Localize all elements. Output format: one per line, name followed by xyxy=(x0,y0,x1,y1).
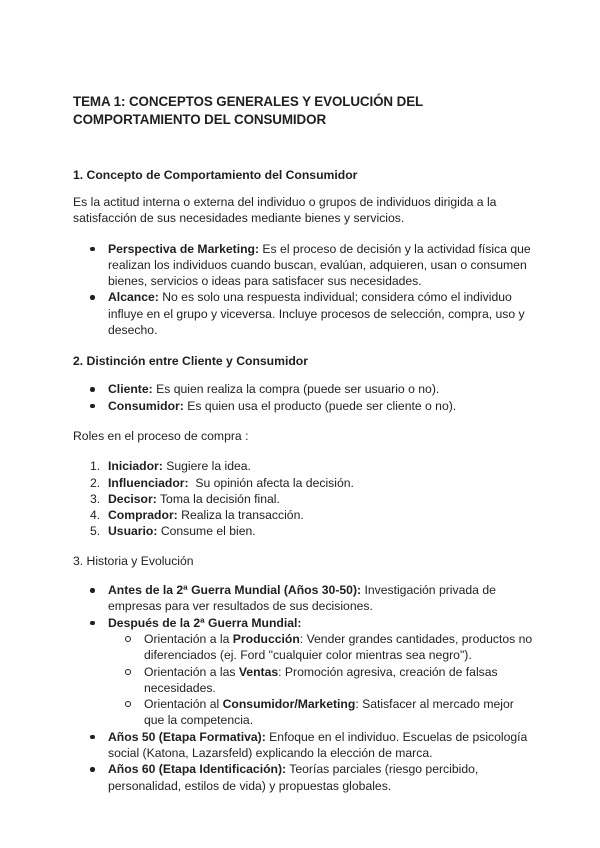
sub-list-item: Orientación al Consumidor/Marketing: Satisfacer al mercado mejor que la competencia. xyxy=(73,696,533,729)
sub-list-item: Orientación a las Ventas: Promoción agresiva, creación de falsas necesidades. xyxy=(73,664,533,697)
section-2-heading: 2. Distinción entre Cliente y Consumidor xyxy=(73,354,308,369)
document-title: TEMA 1: CONCEPTOS GENERALES Y EVOLUCIÓN DEL COMPORTAMIENTO DEL CONSUMIDOR xyxy=(73,94,423,127)
list-item: Consumidor: Es quien usa el producto (puede ser cliente o no). xyxy=(73,398,533,414)
list-item: Antes de la 2ª Guerra Mundial (Años 30-50): Investigación privada de empresas para ver resultados de sus decisiones. xyxy=(73,582,533,615)
section-1-list xyxy=(73,241,533,339)
document-content xyxy=(73,93,533,794)
section-1-heading: 1. Concepto de Comportamiento del Consumidor xyxy=(73,168,358,182)
list-item: Cliente: Es quien realiza la compra (puede ser usuario o no). xyxy=(73,381,533,397)
section-3-heading: 3. Historia y Evolución xyxy=(73,553,194,568)
section-1-intro: Es la actitud interna o externa del individuo o grupos de individuos dirigida a la satisfacción de sus necesidades mediante bienes y servicios. xyxy=(73,195,497,226)
roles-list xyxy=(73,458,533,539)
list-item: 3. Decisor: Toma la decisión final. xyxy=(90,491,280,506)
list-item: Después de la 2ª Guerra Mundial: Orientación a la Producción: Vender grandes cantidades, productos no diferenciados (ej. Ford "cualquier color mientras sea negro"). Orientación a las Ventas: Promoción agresiva, creación de falsas necesidades. Orientación al Consumidor/Marketing: Satisfacer al mercado mejor que la competencia. xyxy=(73,615,533,729)
list-item: Años 50 (Etapa Formativa): Enfoque en el individuo. Escuelas de psicología social (Katona, Lazarsfeld) explicando la elección de marca. xyxy=(73,729,533,762)
roles-label: Roles en el proceso de compra : xyxy=(73,428,249,443)
list-item: 1. Iniciador: Sugiere la idea. xyxy=(90,459,251,474)
sub-list xyxy=(73,631,533,729)
list-item: 5. Usuario: Consume el bien. xyxy=(90,524,256,539)
list-item: 4. Comprador: Realiza la transacción. xyxy=(90,508,304,523)
section-2-list xyxy=(73,381,533,414)
section-3-list xyxy=(73,582,533,794)
list-item: Perspectiva de Marketing: Es el proceso de decisión y la actividad física que realizan los individuos cuando buscan, evalúan, adquieren, usan o consumen bienes, servicios o ideas para satisfacer sus necesidades. xyxy=(73,241,533,290)
list-item: 2. Influenciador: Su opinión afecta la decisión. xyxy=(90,475,354,490)
list-item: Años 60 (Etapa Identificación): Teorías parciales (riesgo percibido, personalidad, estilos de vida) y propuestas globales. xyxy=(73,761,533,794)
sub-list-item: Orientación a la Producción: Vender grandes cantidades, productos no diferenciados (ej. Ford "cualquier color mientras sea negro"). xyxy=(73,631,533,664)
list-item: Alcance: No es solo una respuesta individual; considera cómo el individuo influye en el grupo y viceversa. Incluye procesos de selección, compra, uso y desecho. xyxy=(73,289,533,338)
